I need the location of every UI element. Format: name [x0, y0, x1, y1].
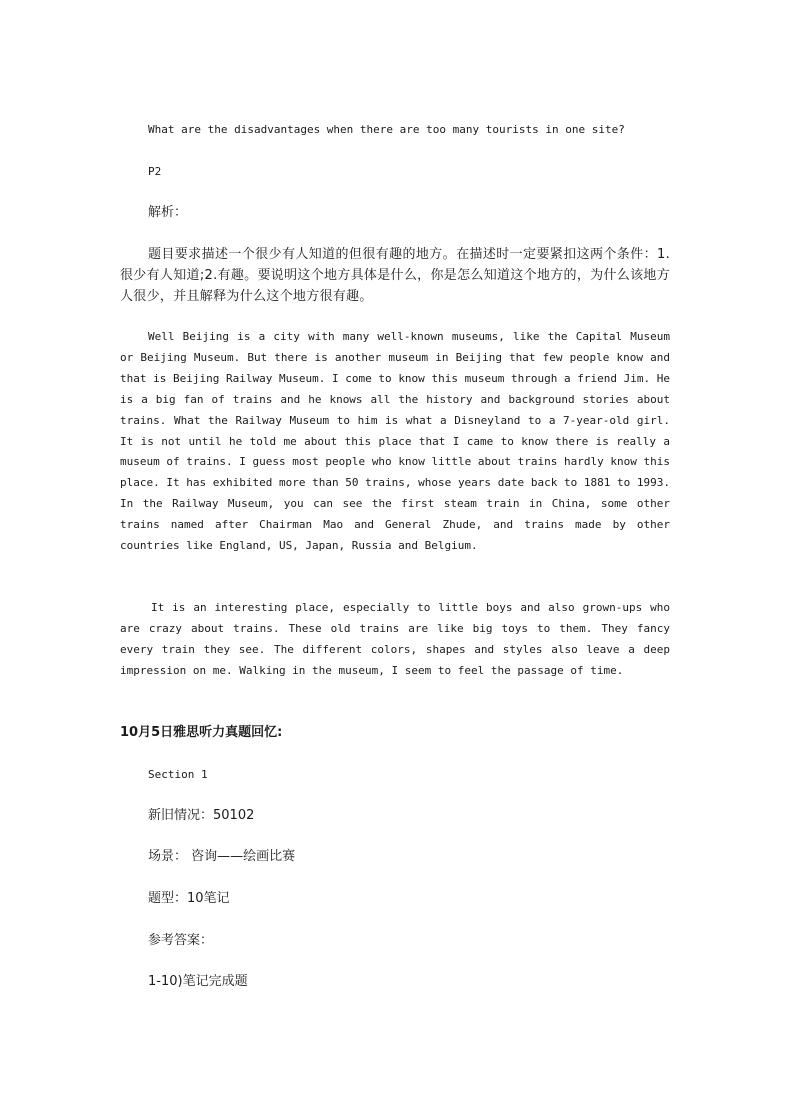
section-label: Section 1 — [148, 768, 208, 781]
essay-paragraph-1: Well Beijing is a city with many well-known museums, like the Capital Museum or Beijing Museum. But there is another museum in Beijing that few people know and that is Beijing Railway Museum. I come to know this museum through a friend Jim. He is a big fan of trains and he knows all the history and background stories about trains. What the Railway Museum to him is what a Disneyland to a 7-year-old girl. It is not until he told me about this place that I came to know there is really a museum of trains. I guess most people who know little about trains hardly know this place. It has exhibited more than 50 trains, whose years date back to 1881 to 1993. In the Railway Museum, you can see the first steam train in China, some other trains named after Chairman Mao and General Zhude, and trains made by other countries like England, US, Japan, Russia and Belgium. — [120, 330, 670, 553]
answer-item: 1-10)笔记完成题 — [148, 974, 248, 989]
analysis-label: 解析： — [148, 205, 188, 220]
status-line: 新旧情况：50102 — [148, 808, 255, 823]
question-text: What are the disadvantages when there are too many tourists in one site? — [148, 123, 625, 136]
scene-line: 场景： 咨询——绘画比赛 — [148, 849, 296, 864]
question-type-line: 题型：10笔记 — [148, 891, 230, 906]
listening-heading: 10月5日雅思听力真题回忆: — [120, 725, 283, 740]
part-label: P2 — [148, 165, 162, 178]
essay-paragraph-2: It is an interesting place, especially to little boys and also grown-ups who are crazy about trains. These old trains are like big toys to them. They fancy every train they see. The different colors, shapes and styles also leave a deep impression on me. Walking in the museum, I seem to feel the passage of time. — [120, 601, 670, 677]
analysis-paragraph: 题目要求描述一个很少有人知道的但很有趣的地方。在描述时一定要紧扣这两个条件：1. 很少有人知道;2.有趣。要说明这个地方具体是什么，你是怎么知道这个地方的，为什么该地方人很少，并且解释为什么这个地方很有趣。 — [120, 247, 670, 304]
answer-label: 参考答案： — [148, 933, 214, 948]
